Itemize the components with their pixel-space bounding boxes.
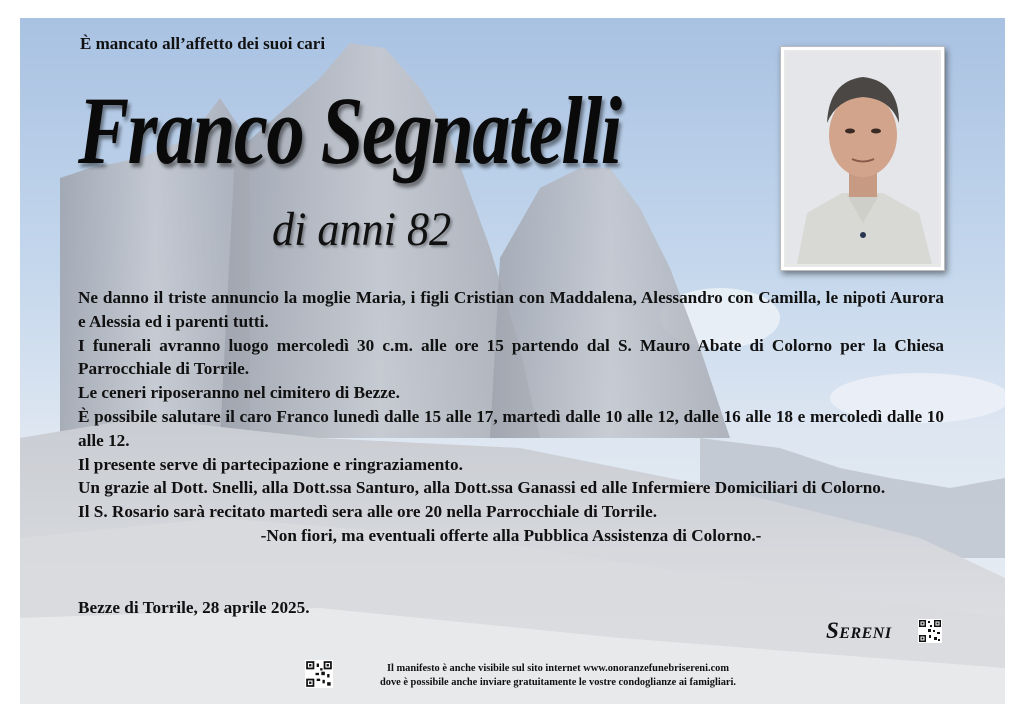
portrait-photo [780,46,945,271]
paragraph-acknowledgements: Un grazie al Dott. Snelli, alla Dott.ssa Santuro, alla Dott.ssa Ganassi ed alle Infermiere Domiciliari di Colorno. [78,478,886,498]
website-notice [338,662,778,690]
deceased-age: di anni 82 [272,203,452,256]
paragraph-funeral: I funerali avranno luogo mercoledì 30 c.m. alle ore 15 partendo dal S. Mauro Abate di Colorno per la Chiesa Parrocchiale di Torrile. [78,335,944,379]
paragraph-rosary: Il S. Rosario sarà recitato martedì sera alle ore 20 nella Parrocchiale di Torrile. [78,502,658,522]
funeral-home-logo: Sereni [826,618,892,643]
paragraph-no-flowers: -Non fiori, ma eventuali offerte alla Pubblica Assistenza di Colorno.- [260,525,762,545]
paragraph-family: Ne danno il triste annuncio la moglie Maria, i figli Cristian con Maddalena, Alessandro con Camilla, le nipoti Aurora e Alessia ed i parenti tutti. [78,288,944,331]
website-notice-line1[interactable]: Il manifesto è anche visibile sul sito internet www.onoranzefunebrisereni.com [386,663,730,674]
place-and-date: Bezze di Torrile, 28 aprile 2025. [78,598,310,617]
website-notice-line2: dove è possibile anche inviare gratuitamente le vostre condoglianze ai famigliari. [379,677,737,688]
qr-code-icon[interactable] [918,619,942,643]
intro-line: È mancato all’affetto dei suoi cari [80,34,326,53]
paragraph-visiting-hours: È possibile salutare il caro Franco lunedì dalle 15 alle 17, martedì dalle 10 alle 12, dalle 16 alle 18 e mercoledì dalle 10 alle 12. [78,406,944,450]
qr-code-icon[interactable] [305,660,333,688]
announcement-text [78,286,944,548]
paragraph-ashes: Le ceneri riposeranno nel cimitero di Bezze. [78,383,400,403]
obituary-poster [20,18,1005,704]
portrait-image [787,53,938,264]
paragraph-thanks-notice: Il presente serve di partecipazione e ringraziamento. [78,454,463,474]
deceased-name: Franco Segnatelli [78,77,621,184]
